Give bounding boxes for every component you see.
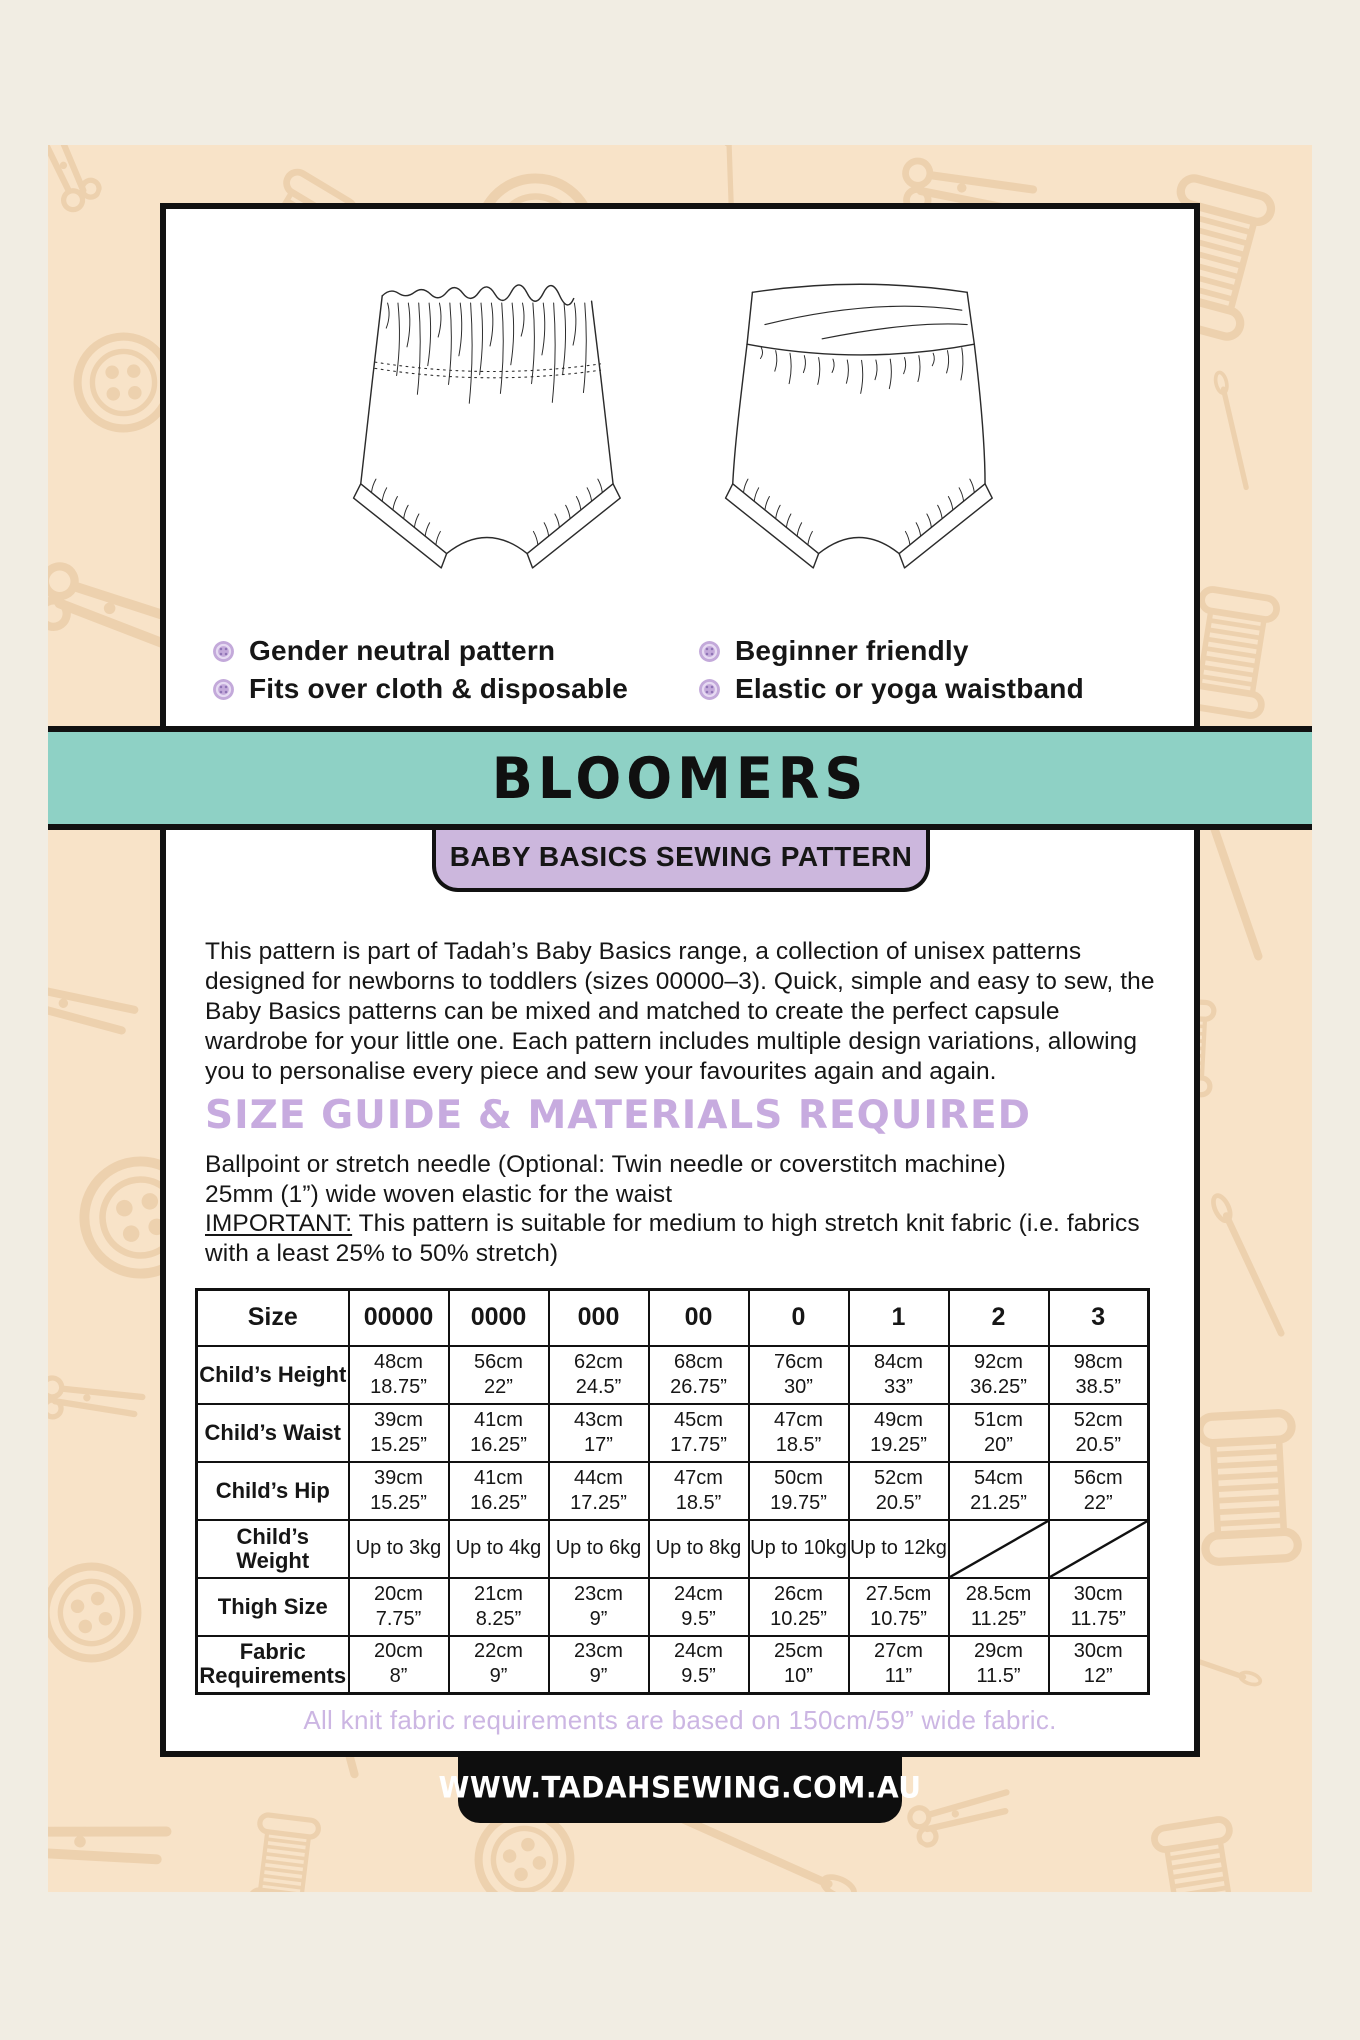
table-header-cell: 0 [749, 1290, 849, 1346]
important-label: IMPORTANT: [205, 1210, 353, 1237]
table-cell: 30cm 11.75” [1049, 1578, 1149, 1636]
size-guide-heading: SIZE GUIDE & MATERIALS REQUIRED [205, 1093, 1031, 1138]
table-cell: 52cm 20.5” [1049, 1404, 1149, 1462]
table-cell: 76cm 30” [749, 1346, 849, 1404]
table-cell: 98cm 38.5” [1049, 1346, 1149, 1404]
collection-badge [432, 826, 930, 892]
table-cell: 41cm 16.25” [449, 1404, 549, 1462]
table-cell: 26cm 10.25” [749, 1578, 849, 1636]
feature-column-left [212, 632, 628, 708]
row-label: Child’s Hip [197, 1462, 349, 1520]
feature-item [698, 670, 1084, 708]
table-cell: 23cm 9” [549, 1636, 649, 1694]
table-cell: 41cm 16.25” [449, 1462, 549, 1520]
scissors-icon [48, 145, 123, 230]
important-text: This pattern is suitable for medium to high stretch knit fabric (i.e. fabrics with a least 25% to 50% stretch) [205, 1210, 1140, 1267]
row-label: Child’s Height [197, 1346, 349, 1404]
spool-icon [226, 1805, 343, 1892]
website-banner [438, 1751, 922, 1823]
table-row [197, 1636, 1149, 1694]
table-cell: 51cm 20” [949, 1404, 1049, 1462]
table-cell: 30cm 12” [1049, 1636, 1149, 1694]
table-cell: 52cm 20.5” [849, 1462, 949, 1520]
table-cell [949, 1520, 1049, 1578]
table-cell: 20cm 7.75” [349, 1578, 449, 1636]
table-cell: 39cm 15.25” [349, 1404, 449, 1462]
feature-item [212, 670, 628, 708]
row-label: Child’s Waist [197, 1404, 349, 1462]
button-icon [212, 678, 235, 701]
table-cell: Up to 8kg [649, 1520, 749, 1578]
table-cell: 21cm 8.25” [449, 1578, 549, 1636]
table-row [197, 1578, 1149, 1636]
table-cell: 27cm 11” [849, 1636, 949, 1694]
row-label: Fabric Requirements [197, 1636, 349, 1694]
website-url: WWW.TADAHSEWING.COM.AU [438, 1769, 922, 1805]
table-cell: 50cm 19.75” [749, 1462, 849, 1520]
table-cell: 20cm 8” [349, 1636, 449, 1694]
table-header-cell: 2 [949, 1290, 1049, 1346]
table-cell: 44cm 17.25” [549, 1462, 649, 1520]
row-label: Thigh Size [197, 1578, 349, 1636]
table-cell: 24cm 9.5” [649, 1578, 749, 1636]
table-header-cell: 00000 [349, 1290, 449, 1346]
table-row [197, 1404, 1149, 1462]
table-cell: 39cm 15.25” [349, 1462, 449, 1520]
table-cell: 25cm 10” [749, 1636, 849, 1694]
spool-icon [1122, 1805, 1276, 1892]
table-cell: 23cm 9” [549, 1578, 649, 1636]
scissors-icon [48, 1319, 167, 1466]
table-header-cell: 0000 [449, 1290, 549, 1346]
feature-column-right [698, 632, 1084, 708]
table-cell: 22cm 9” [449, 1636, 549, 1694]
feature-label: Beginner friendly [735, 635, 969, 666]
materials-list [205, 1150, 1165, 1268]
table-cell [1049, 1520, 1149, 1578]
feature-item [698, 632, 1084, 670]
table-cell: 45cm 17.75” [649, 1404, 749, 1462]
scissors-icon [48, 904, 166, 1090]
pattern-card [160, 203, 1200, 1757]
feature-label: Elastic or yoga waistband [735, 673, 1084, 704]
table-cell: Up to 4kg [449, 1520, 549, 1578]
table-cell: 47cm 18.5” [749, 1404, 849, 1462]
feature-item [212, 632, 628, 670]
feature-list [166, 632, 1194, 722]
table-cell: 56cm 22” [1049, 1462, 1149, 1520]
table-cell: 54cm 21.25” [949, 1462, 1049, 1520]
table-header-cell: Size [197, 1290, 349, 1346]
button-icon [698, 640, 721, 663]
table-cell: 68cm 26.75” [649, 1346, 749, 1404]
feature-label: Fits over cloth & disposable [249, 673, 629, 704]
table-cell: 62cm 24.5” [549, 1346, 649, 1404]
row-label: Child’s Weight [197, 1520, 349, 1578]
table-row [197, 1462, 1149, 1520]
table-header-cell: 00 [649, 1290, 749, 1346]
table-cell: 49cm 19.25” [849, 1404, 949, 1462]
table-cell: Up to 10kg [749, 1520, 849, 1578]
table-row [197, 1346, 1149, 1404]
title-banner [48, 726, 1312, 830]
table-header-cell: 3 [1049, 1290, 1149, 1346]
table-cell: Up to 12kg [849, 1520, 949, 1578]
table-cell: 47cm 18.5” [649, 1462, 749, 1520]
materials-important [205, 1209, 1165, 1268]
bloomers-yoga-waist-drawing [688, 269, 1028, 576]
size-guide-table [195, 1288, 1150, 1695]
table-cell: 27.5cm 10.75” [849, 1578, 949, 1636]
materials-line: Ballpoint or stretch needle (Optional: Twin needle or coverstitch machine) [205, 1151, 1006, 1178]
button-icon [698, 678, 721, 701]
intro-paragraph: This pattern is part of Tadah’s Baby Basics range, a collection of unisex patterns designed for newborns to toddlers (sizes 00000–3). Quick, simple and easy to sew, the Baby Basics patterns can be mixed and matched to create the perfect capsule wardrobe for your little one. Each pattern includes multiple design variations, allowing you to personalise every piece and sew your favourites again and again. [205, 937, 1155, 1085]
table-cell: 28.5cm 11.25” [949, 1578, 1049, 1636]
feature-label: Gender neutral pattern [249, 635, 556, 666]
not-applicable-slash [950, 1521, 1048, 1577]
collection-badge-label: BABY BASICS SEWING PATTERN [449, 841, 913, 872]
table-cell: 43cm 17” [549, 1404, 649, 1462]
bloomers-elastic-waist-drawing [316, 269, 656, 576]
table-header-cell: 1 [849, 1290, 949, 1346]
table-cell: 92cm 36.25” [949, 1346, 1049, 1404]
table-cell: Up to 3kg [349, 1520, 449, 1578]
table-cell: 24cm 9.5” [649, 1636, 749, 1694]
table-cell: 48cm 18.75” [349, 1346, 449, 1404]
table-row [197, 1520, 1149, 1578]
button-icon [212, 640, 235, 663]
materials-line: 25mm (1”) wide woven elastic for the waist [205, 1180, 673, 1208]
not-applicable-slash [1050, 1521, 1148, 1577]
table-cell: 29cm 11.5” [949, 1636, 1049, 1694]
fabric-note: All knit fabric requirements are based on 150cm/59” wide fabric. [303, 1705, 1057, 1735]
table-cell: 56cm 22” [449, 1346, 549, 1404]
table-cell: 84cm 33” [849, 1346, 949, 1404]
pattern-title: BLOOMERS [491, 744, 869, 812]
table-header-row [197, 1290, 1149, 1346]
table-header-cell: 000 [549, 1290, 649, 1346]
table-cell: Up to 6kg [549, 1520, 649, 1578]
